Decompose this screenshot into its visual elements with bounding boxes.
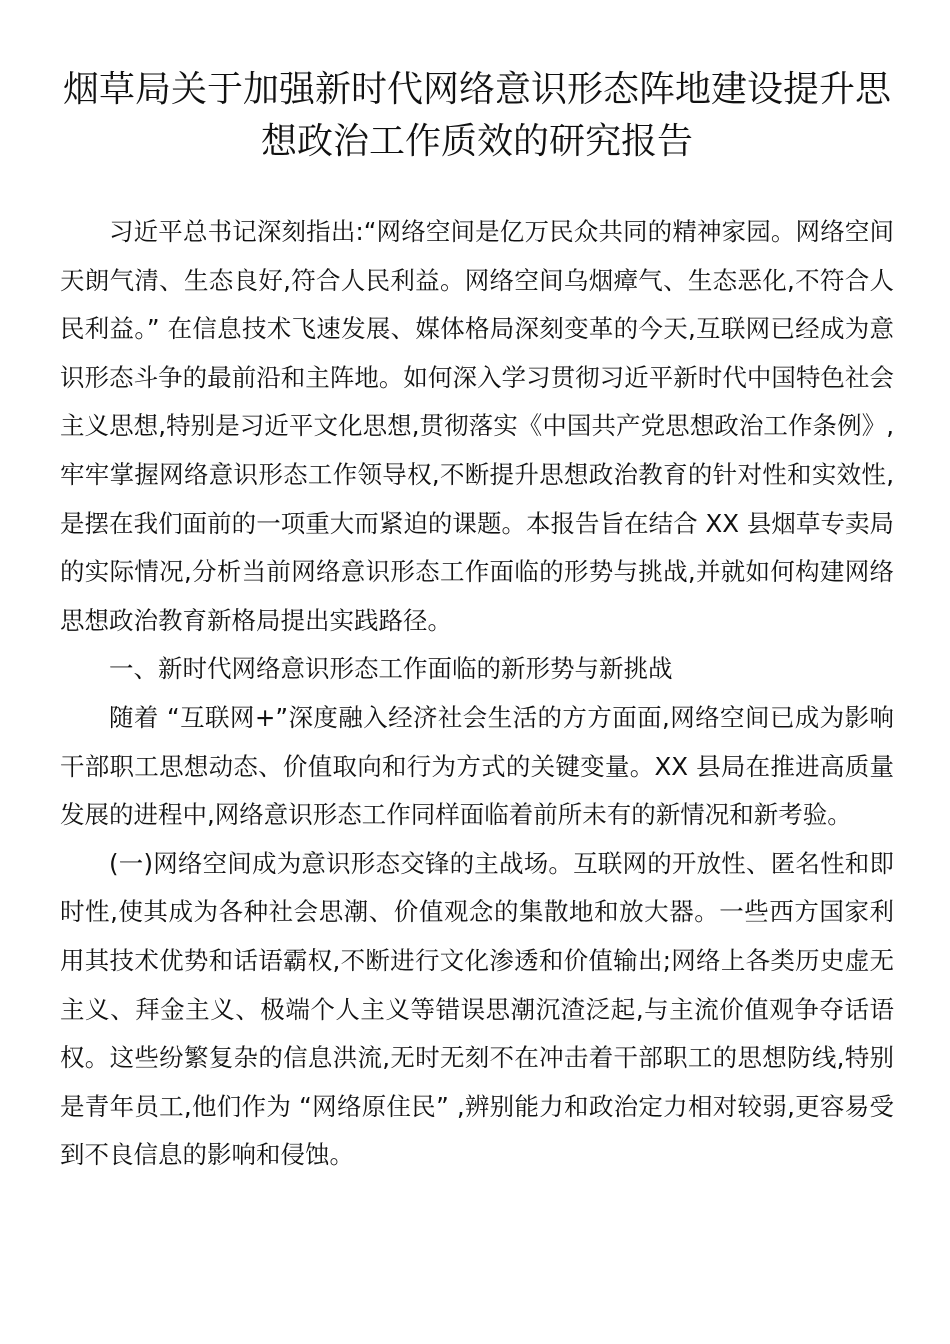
section-1-paragraph: 随着 “互联网+”深度融入经济社会生活的方方面面,网络空间已成为影响干部职工思想动态、价值取向和行为方式的关键变量。XX 县局在推进高质量发展的进程中,网络意识形态工作同样面临着前所未有的新情况和新考验。 xyxy=(60,702,894,830)
title-line-2: 想政治工作质效的研究报告 xyxy=(260,121,693,162)
document-title xyxy=(60,64,894,168)
intro-paragraph: 习近平总书记深刻指出:“网络空间是亿万民众共同的精神家园。网络空间天朗气清、生态良好,符合人民利益。网络空间乌烟瘴气、生态恶化,不符合人民利益。” 在信息技术飞速发展、媒体格局深刻变革的今天,互联网已经成为意识形态斗争的最前沿和主阵地。如何深入学习贯彻习近平新时代中国特色社会主义思想,特别是习近平文化思想,贯彻落实《中国共产党思想政治工作条例》,牢牢掌握网络意识形态工作领导权,不断提升思想政治教育的针对性和实效性,是摆在我们面前的一项重大而紧迫的课题。本报告旨在结合 XX 县烟草专卖局的实际情况,分析当前网络意识形态工作面临的形势与挑战,并就如何构建网络思想政治教育新格局提出实践路径。 xyxy=(60,217,894,635)
subsection-1-paragraph: (一)网络空间成为意识形态交锋的主战场。互联网的开放性、匿名性和即时性,使其成为各种社会思潮、价值观念的集散地和放大器。一些西方国家利用其技术优势和话语霸权,不断进行文化渗透和价值输出;网络上各类历史虚无主义、拜金主义、极端个人主义等错误思潮沉渣泛起,与主流价值观争夺话语权。这些纷繁复杂的信息洪流,无时无刻不在冲击着干部职工的思想防线,特别是青年员工,他们作为 “网络原住民” ,辨别能力和政治定力相对较弱,更容易受到不良信息的影响和侵蚀。 xyxy=(60,848,894,1170)
document-body xyxy=(60,208,894,1180)
section-heading-1: 一、新时代网络意识形态工作面临的新形势与新挑战 xyxy=(109,654,673,684)
title-line-1: 烟草局关于加强新时代网络意识形态阵地建设提升思 xyxy=(62,69,891,110)
document-page xyxy=(60,0,894,1180)
